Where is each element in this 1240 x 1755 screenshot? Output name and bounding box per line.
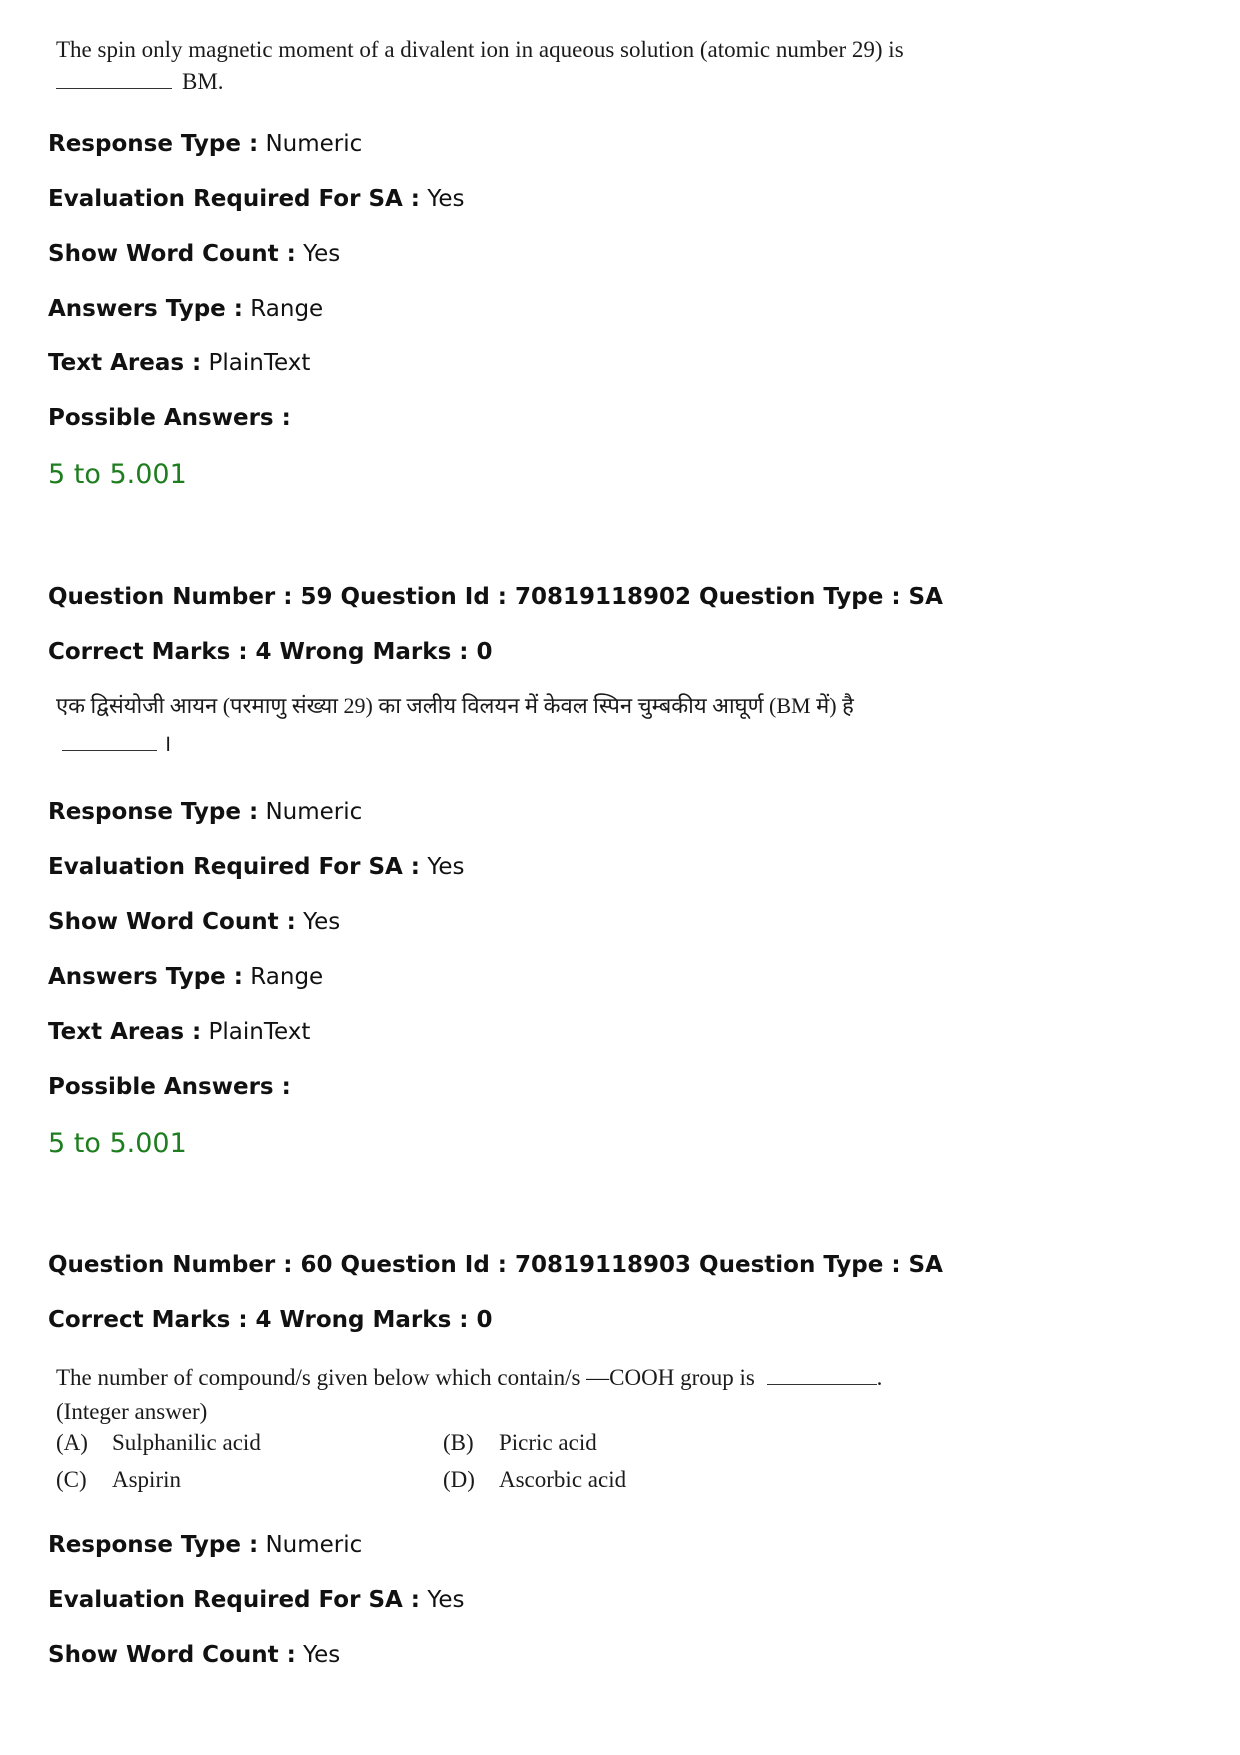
question-line: The number of compound/s given below which contain/s —COOH group is . — [56, 1365, 883, 1390]
response-type-row: Response Type : Numeric — [48, 799, 363, 825]
question-line: । — [56, 728, 956, 760]
marks-row: Correct Marks : 4 Wrong Marks : 0 — [48, 639, 493, 665]
response-type-row: Response Type : Numeric — [48, 1532, 363, 1558]
text-areas-row: Text Areas : PlainText — [48, 1019, 311, 1045]
evaluation-row: Evaluation Required For SA : Yes — [48, 1587, 465, 1613]
options-grid — [56, 1430, 956, 1510]
answer-blank — [62, 749, 157, 751]
answers-type-row: Answers Type : Range — [48, 296, 324, 322]
word-count-row: Show Word Count : Yes — [48, 1642, 341, 1668]
evaluation-row: Evaluation Required For SA : Yes — [48, 854, 465, 880]
text-areas-row: Text Areas : PlainText — [48, 350, 311, 376]
evaluation-row: Evaluation Required For SA : Yes — [48, 186, 465, 212]
question-image-text — [56, 1362, 956, 1428]
word-count-row: Show Word Count : Yes — [48, 909, 341, 935]
option-a: (A) Sulphanilic acid — [56, 1430, 261, 1455]
response-type-row: Response Type : Numeric — [48, 131, 363, 157]
question-line: The spin only magnetic moment of a divalent ion in aqueous solution (atomic number 29) is — [56, 37, 904, 62]
answer-blank — [767, 1383, 877, 1385]
possible-answers-label: Possible Answers : — [48, 1074, 291, 1100]
question-line: BM. — [56, 66, 904, 98]
marks-row: Correct Marks : 4 Wrong Marks : 0 — [48, 1307, 493, 1333]
possible-answer: 5 to 5.001 — [48, 459, 187, 490]
question-line: (Integer answer) — [56, 1399, 208, 1424]
option-c: (C) Aspirin — [56, 1467, 181, 1492]
answers-type-row: Answers Type : Range — [48, 964, 324, 990]
answer-blank — [56, 87, 172, 89]
question-header: Question Number : 59 Question Id : 70819118902 Question Type : SA — [48, 584, 943, 610]
question-header: Question Number : 60 Question Id : 70819118903 Question Type : SA — [48, 1252, 943, 1278]
possible-answer: 5 to 5.001 — [48, 1128, 187, 1159]
option-d: (D) Ascorbic acid — [443, 1467, 627, 1492]
word-count-row: Show Word Count : Yes — [48, 241, 341, 267]
question-line: एक द्विसंयोजी आयन (परमाणु संख्या 29) का जलीय विलयन में केवल स्पिन चुम्बकीय आघूर्ण (BM में) है — [56, 693, 854, 718]
option-b: (B) Picric acid — [443, 1430, 597, 1455]
question-image-text — [56, 690, 956, 760]
question-image-text — [56, 34, 904, 98]
possible-answers-label: Possible Answers : — [48, 405, 291, 431]
